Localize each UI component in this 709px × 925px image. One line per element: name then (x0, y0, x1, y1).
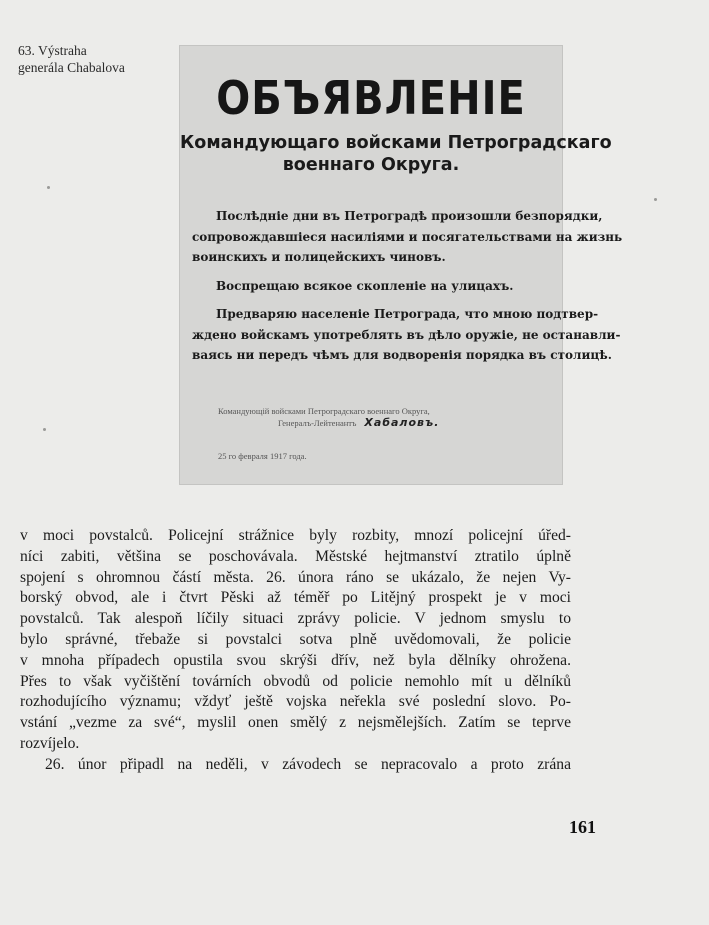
poster-title: ОБЪЯВЛЕНІЕ (216, 72, 526, 126)
poster-body-line: ждено войскамъ употреблять въ дѣло оружіе, не останавли- (192, 327, 621, 342)
text-line: spojení s ohromnou částí města. 26. února ráno se ukázalo, že nejen Vy- (20, 568, 571, 586)
text-line: v mnoha případech opustila svou skrýši dřív, než byla dělníky ohrožena. (20, 651, 571, 669)
poster-subtitle-line-1: Командующаго войсками Петроградскаго (180, 133, 612, 153)
text-line: povstalců. Tak alespoň líčily situaci zprávy policie. V jednom smyslu to (20, 610, 571, 628)
poster-body (192, 206, 623, 366)
poster-body-line: Воспрещаю всякое скопленіе на улицахъ. (216, 278, 514, 293)
poster-body-line: сопровождавшіеся насиліями и посягательствами на жизнь (192, 229, 623, 244)
body-text (20, 526, 571, 776)
figure-caption (18, 42, 168, 76)
poster-signature-line-1: Командующій войсками Петроградскаго военнаго Округа, (218, 406, 430, 416)
poster-signature-name: Хабаловъ. (364, 416, 440, 429)
poster-subtitle-line-2: военнаго Округа. (282, 155, 460, 175)
poster-signature-line-2 (218, 417, 439, 429)
text-line: Přes to však vyčištění továrních obvodů od policie nemohlo mít u dělníků (20, 672, 571, 690)
poster-image (179, 45, 623, 485)
text-line: 26. únor připadl na neděli, v závodech se nepracovalo a proto zrána (45, 755, 571, 773)
poster-body-line: ваясь ни передъ чѣмъ для водворенія порядка въ столицѣ. (192, 348, 612, 362)
poster-signature-rank: Генералъ-Лейтенантъ (278, 418, 357, 428)
text-line: rozvíjelo. (20, 734, 80, 752)
text-line: v moci povstalců. Policejní strážnice byly rozbity, mnozí policejní úřed- (20, 527, 571, 544)
poster-body-line: Послѣдніе дни въ Петроградѣ произошли безпорядки, (216, 209, 603, 223)
page-number: 161 (569, 817, 596, 837)
text-line: níci zabiti, většina se poschovávala. Městské hejtmanství ztratilo úplně (20, 547, 571, 565)
caption-line-2: generála Chabalova (18, 60, 125, 75)
caption-line-1: 63. Výstraha (18, 43, 87, 58)
poster-body-line: воинскихъ и полицейскихъ чиновъ. (192, 250, 446, 264)
text-line: bylo správné, třebaže si povstalci sotva plně uvědomovali, že policie (20, 630, 571, 648)
text-line: borský obvod, ale i čtvrt Pěski až téměř po Litějný prospekt je v moci (20, 589, 571, 607)
text-line: rozhodujícího významu; vždyť ještě vojska neřekla své poslední slovo. Po- (20, 693, 571, 711)
text-line: vstání „vezme za své“, myslil onen smělý z nejsmělejších. Zatím se teprve (20, 714, 571, 732)
poster-body-line: Предваряю населеніе Петрограда, что мною подтвер- (216, 307, 599, 321)
poster-signature (218, 406, 439, 429)
poster-date: 25 го февраля 1917 года. (218, 451, 307, 461)
poster-subtitle (180, 132, 612, 176)
